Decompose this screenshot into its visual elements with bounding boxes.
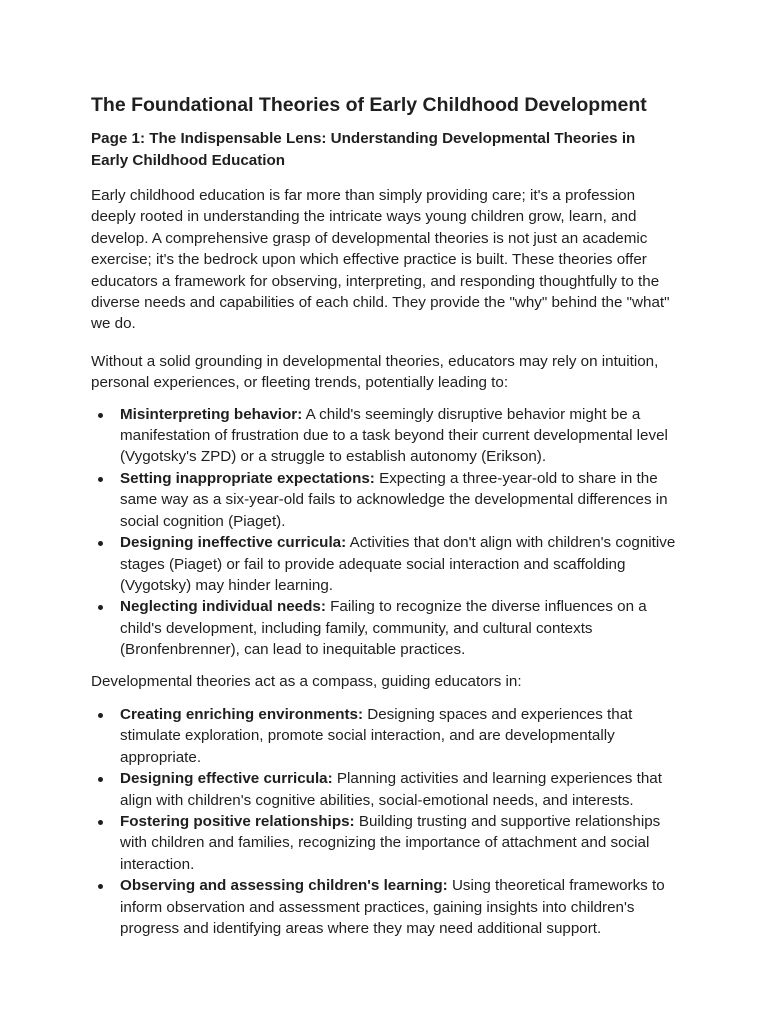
list-item: [91, 404, 676, 468]
bullet-icon: [98, 820, 103, 825]
bullet-icon: [98, 884, 103, 889]
list-item-term: Neglecting individual needs:: [120, 598, 326, 616]
list-item-term: Misinterpreting behavior:: [120, 405, 303, 423]
section-heading: Page 1: The Indispensable Lens: Understanding Developmental Theories in Early Childhood Education: [91, 130, 636, 169]
list-item-term: Observing and assessing children's learning:: [120, 877, 448, 895]
list-item: [91, 468, 676, 532]
list-item: [91, 875, 676, 939]
bullet-icon: [98, 413, 103, 418]
bullet-icon: [98, 777, 103, 782]
list-item-text: Designing spaces and experiences that stimulate exploration, promote social interaction, and are developmentally appropriate.: [120, 705, 633, 766]
list-item-term: Designing effective curricula:: [120, 770, 333, 788]
list-item-text: Using theoretical frameworks to inform observation and assessment practices, gaining insights into children's progress and identifying areas where they may need additional support.: [120, 877, 665, 937]
guides-list: [91, 704, 676, 939]
guides-lead-paragraph: Developmental theories act as a compass, guiding educators in:: [91, 672, 522, 690]
list-item-text: Planning activities and learning experiences that align with children's cognitive abilities, social-emotional needs, and interests.: [120, 770, 662, 809]
intro-paragraph: Early childhood education is far more than simply providing care; it's a profession deeply rooted in understanding the intricate ways young children grow, learn, and develop. A comprehensive grasp of developmental theories is not just an academic exercise; it's the bedrock upon which effective practice is built. These theories offer educators a framework for observing, interpreting, and responding thoughtfully to the diverse needs and capabilities of each child. They provide the "why" behind the "what" we do.: [91, 187, 670, 333]
list-item-term: Setting inappropriate expectations:: [120, 469, 375, 487]
list-item: [91, 596, 676, 660]
list-item-text: Failing to recognize the diverse influences on a child's development, including family, community, and cultural contexts (Bronfenbrenner), can lead to inequitable practices.: [120, 598, 647, 659]
list-item-text: Activities that don't align with children's cognitive stages (Piaget) or fail to provide adequate social interaction and scaffolding (Vygotsky) may hinder learning.: [120, 534, 676, 594]
bullet-icon: [98, 541, 103, 546]
list-item-term: Creating enriching environments:: [120, 705, 364, 723]
list-item-term: Fostering positive relationships:: [120, 812, 355, 830]
bullet-icon: [98, 713, 103, 718]
document-title: The Foundational Theories of Early Childhood Development: [91, 94, 647, 116]
risks-list: [91, 404, 676, 661]
list-item: [91, 811, 676, 875]
list-item-term: Designing ineffective curricula:: [120, 534, 347, 552]
bullet-icon: [98, 605, 103, 610]
list-item-text: Expecting a three-year-old to share in the same way as a six-year-old fails to acknowledge the developmental differences in social cognition (Piaget).: [120, 469, 668, 530]
list-item: [91, 532, 676, 596]
risks-lead-paragraph: Without a solid grounding in developmental theories, educators may rely on intuition, personal experiences, or fleeting trends, potentially leading to:: [91, 352, 659, 392]
list-item-text: Building trusting and supportive relationships with children and families, recognizing the importance of attachment and social interaction.: [120, 812, 661, 873]
list-item-text: A child's seemingly disruptive behavior might be a manifestation of frustration due to a task beyond their current developmental level (Vygotsky's ZPD) or a struggle to establish autonomy (Erikson).: [120, 405, 668, 466]
bullet-icon: [98, 477, 103, 482]
list-item: [91, 704, 676, 768]
list-item: [91, 768, 676, 811]
